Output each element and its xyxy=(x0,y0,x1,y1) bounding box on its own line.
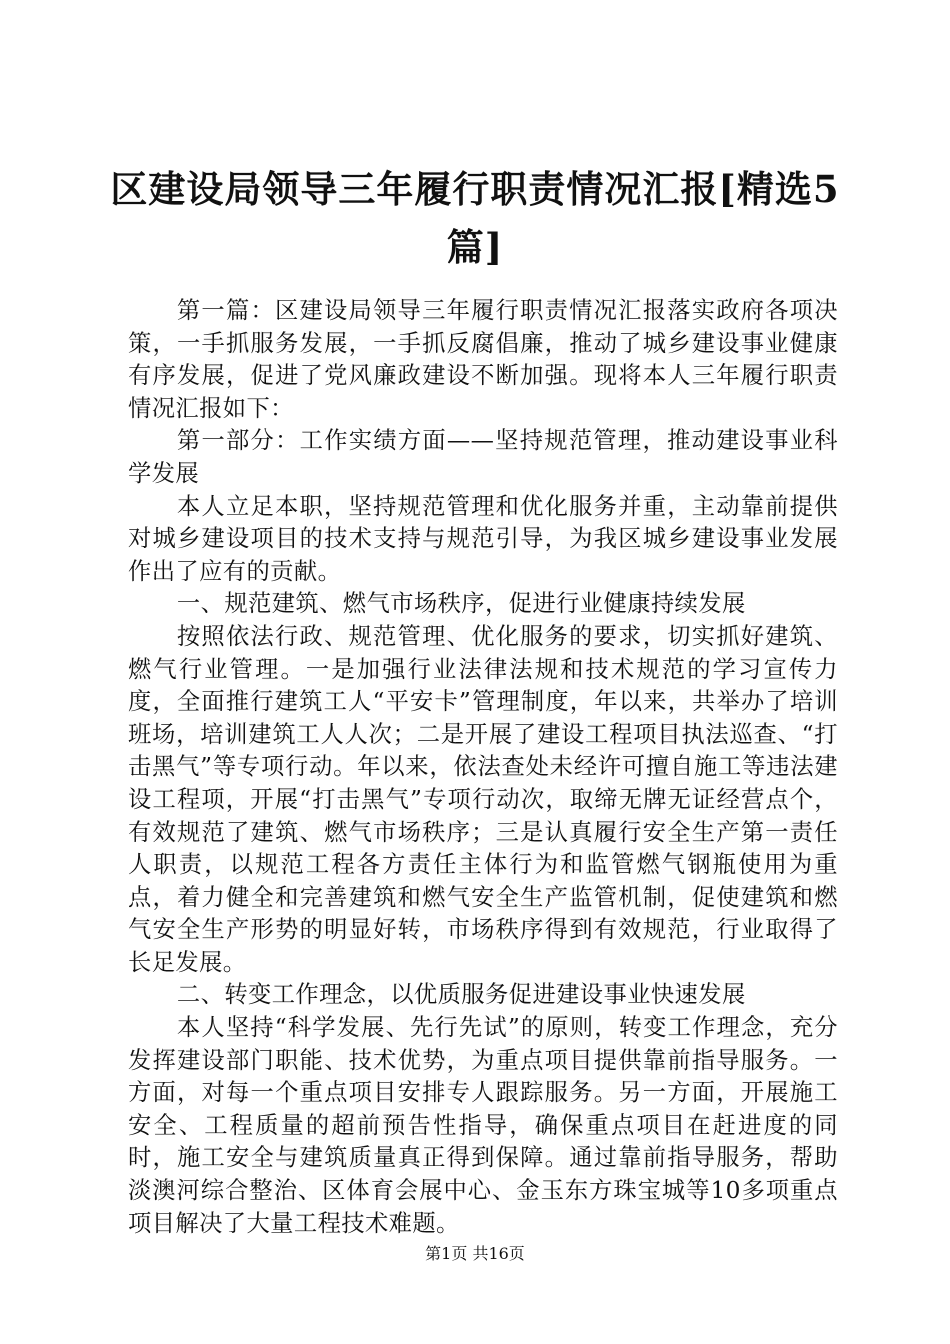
page-number-footer: 第1页 共16页 xyxy=(425,1244,525,1263)
paragraph-section-one: 按照依法行政、规范管理、优化服务的要求，切实抓好建筑、燃气行业管理。一是加强行业法律法规和技术规范的学习宣传力度，全面推行建筑工人“平安卡”管理制度，年以来，共举办了培训班场，培训建筑工人人次；二是开展了建设工程项目执法巡查、“打击黑气”等专项行动。年以来，依法查处未经许可擅自施工等违法建设工程项，开展“打击黑气”专项行动次，取缔无牌无证经营点个，有效规范了建筑、燃气市场秩序；三是认真履行安全生产第一责任人职责，以规范工程各方责任主体行为和监管燃气钢瓶使用为重点，着力健全和完善建筑和燃气安全生产监管机制，促使建筑和燃气安全生产形势的明显好转，市场秩序得到有效规范，行业取得了长足发展。 xyxy=(128,622,838,976)
paragraph-part-one-summary: 本人立足本职，坚持规范管理和优化服务并重，主动靠前提供对城乡建设项目的技术支持与规范引导，为我区城乡建设事业发展作出了应有的贡献。 xyxy=(128,492,838,585)
section-heading-two: 二、转变工作理念，以优质服务促进建设事业快速发展 xyxy=(176,981,746,1009)
document-title: 区建设局领导三年履行职责情况汇报[精选5篇] xyxy=(110,167,840,269)
paragraph-section-two: 本人坚持“科学发展、先行先试”的原则，转变工作理念，充分发挥建设部门职能、技术优势，为重点项目提供靠前指导服务。一方面，对每一个重点项目安排专人跟踪服务。另一方面，开展施工安全、工程质量的超前预告性指导，确保重点项目在赶进度的同时，施工安全与建筑质量真正得到保障。通过靠前指导服务，帮助淡澳河综合整治、区体育会展中心、金玉东方珠宝城等10多项重点项目解决了大量工程技术难题。 xyxy=(128,1014,838,1237)
paragraph-intro: 第一篇：区建设局领导三年履行职责情况汇报落实政府各项决策，一手抓服务发展，一手抓反腐倡廉，推动了城乡建设事业健康有序发展，促进了党风廉政建设不断加强。现将本人三年履行职责情况汇报如下： xyxy=(128,297,838,422)
section-heading-one: 一、规范建筑、燃气市场秩序，促进行业健康持续发展 xyxy=(176,590,746,618)
document-body xyxy=(128,295,838,1240)
paragraph-part-one-heading: 第一部分：工作实绩方面——坚持规范管理，推动建设事业科学发展 xyxy=(128,427,838,487)
